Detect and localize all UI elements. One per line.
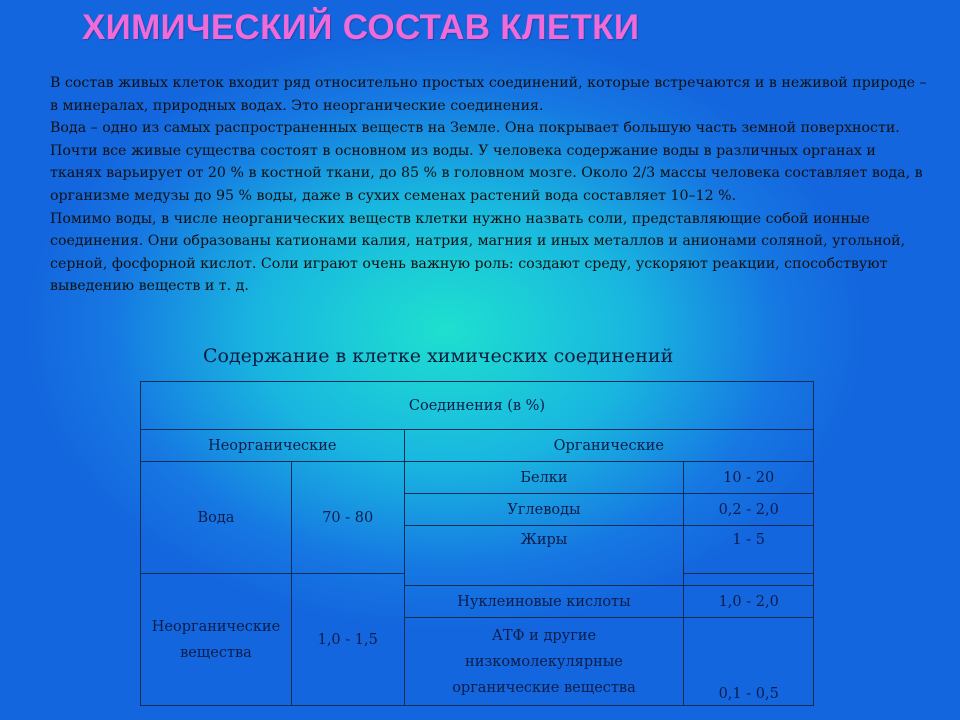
inorganic-name-substances: Неорганические вещества <box>141 574 292 706</box>
organic-spacer <box>404 574 684 586</box>
organic-name-nucleic-acids: Нуклеиновые кислоты <box>404 586 684 618</box>
table-caption: Содержание в клетке химических соединений <box>203 345 674 367</box>
paragraph-salts: Помимо воды, в числе неорганических веществ клетки нужно назвать соли, представляющие собой ионные соединения. Они образованы катионами калия, натрия, магния и иных металлов и анионами соляной, угольной, серной, фосфорной кислот. Соли играют очень важную роль: создают среду, ускоряют реакции, способствуют выведению веществ и т. д. <box>50 210 906 295</box>
organic-name-atp: АТФ и другие низкомолекулярные органические вещества <box>404 618 684 706</box>
group-header-inorganic: Неорганические <box>141 430 405 462</box>
organic-value-fats: 1 - 5 <box>684 526 814 574</box>
organic-value-atp: 0,1 - 0,5 <box>684 618 814 706</box>
inorganic-name-water: Вода <box>141 462 292 574</box>
inorganic-value-water: 70 - 80 <box>291 462 404 574</box>
paragraph-inorganic-intro: В состав живых клеток входит ряд относительно простых соединений, которые встречаются и в неживой природе – в минералах, природных водах. Это неорганические соединения. <box>50 75 927 114</box>
organic-name-proteins: Белки <box>404 462 684 494</box>
organic-value-carbohydrates: 0,2 - 2,0 <box>684 494 814 526</box>
paragraph-water: Вода – одно из самых распространенных веществ на Земле. Она покрывает большую часть земной поверхности. Почти все живые существа состоят в основном из воды. У человека содержание воды в различных органах и тканях варьирует от 20 % в костной ткани, до 85 % в головном мозге. Около 2/3 массы человека составляет вода, в организме медузы до 95 % воды, даже в сухих семенах растений вода составляет 10–12 %. <box>50 120 923 204</box>
composition-table <box>140 381 814 706</box>
organic-value-proteins: 10 - 20 <box>684 462 814 494</box>
body-text <box>50 72 930 298</box>
organic-value-nucleic-acids: 1,0 - 2,0 <box>684 586 814 618</box>
group-header-organic: Органические <box>404 430 813 462</box>
page-title: ХИМИЧЕСКИЙ СОСТАВ КЛЕТКИ <box>82 8 640 47</box>
organic-name-carbohydrates: Углеводы <box>404 494 684 526</box>
table-header-compounds: Соединения (в %) <box>141 382 814 430</box>
organic-name-fats: Жиры <box>404 526 684 574</box>
inorganic-value-substances: 1,0 - 1,5 <box>291 574 404 706</box>
organic-spacer-value <box>684 574 814 586</box>
